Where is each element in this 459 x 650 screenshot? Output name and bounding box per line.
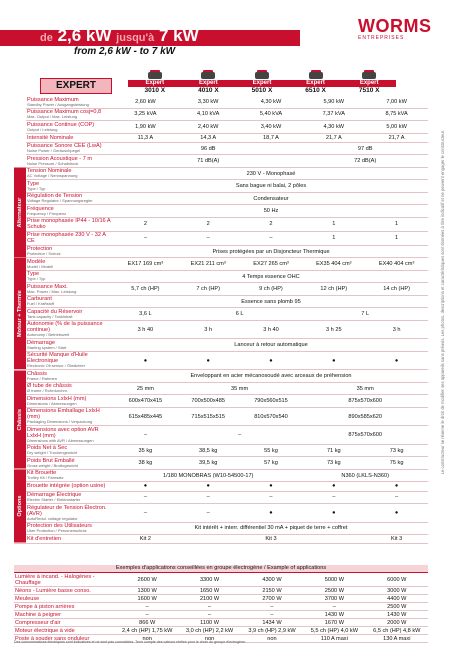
spec-value: 11,3 A xyxy=(114,133,177,142)
application-value: – xyxy=(116,611,178,619)
footnote: Des consommations électriques sont indicatives et ne sont pas cumulables. Tenir compte des valeurs réelles pour le choix du groupe électrogène. xyxy=(14,640,247,644)
spec-value: 5,40 kVA xyxy=(240,108,303,121)
spec-value: 7,37 kVA xyxy=(302,108,365,121)
spec-row xyxy=(14,180,428,193)
generator-icon xyxy=(253,70,271,80)
spec-value: EX40 404 cm³ xyxy=(365,258,428,271)
spec-row xyxy=(14,457,428,470)
spec-value: ● xyxy=(114,482,177,491)
spec-row xyxy=(14,426,428,445)
spec-value: 715x515x515 xyxy=(177,407,240,426)
application-row xyxy=(14,619,428,627)
spec-label: Kit Brouette Trolley Kit / Fahrsatz xyxy=(26,469,114,482)
spec-value: 3,30 kW xyxy=(177,96,240,108)
spec-value: 21,7 A xyxy=(302,133,365,142)
model-band: Expert xyxy=(342,80,396,87)
page-title: de 2,6 kW jusqu'à 7 kW xyxy=(40,26,199,45)
section-label: Options xyxy=(14,469,26,544)
model-band: Expert xyxy=(182,80,236,87)
application-row xyxy=(14,573,428,587)
model-name: 7510 X xyxy=(358,87,380,94)
application-value: 2700 W xyxy=(241,595,303,603)
spec-row xyxy=(14,283,428,296)
model-band: Expert xyxy=(289,80,343,87)
spec-row xyxy=(14,339,428,352)
spec-row xyxy=(14,351,428,370)
applications-title: Exemples d'applications conseillées en groupe électrogène / Example of applications xyxy=(14,565,428,573)
spec-value: 4,30 kW xyxy=(240,96,303,108)
spec-value: 7 ch (HP) xyxy=(177,283,240,296)
spec-row xyxy=(14,320,428,339)
model-column-header xyxy=(235,70,289,92)
spec-value: – xyxy=(177,231,240,245)
spec-label: Type Type / Typ xyxy=(26,270,114,283)
application-value: 4400 W xyxy=(366,595,428,603)
spec-value: 38 kg xyxy=(114,457,177,470)
spec-value: 875x570x600 xyxy=(302,395,428,408)
model-column-header xyxy=(128,70,182,92)
spec-label: Autonomie (% de la puissance continue) Autonomy / Betriebszeit xyxy=(26,320,114,339)
spec-row xyxy=(14,308,428,321)
application-row xyxy=(14,595,428,603)
application-value: 866 W xyxy=(116,619,178,627)
application-value: 3300 W xyxy=(178,573,240,587)
spec-label: Dimensions Emballage LxlxH (mm) Packaging Dimensions / Verpackung xyxy=(26,407,114,426)
spec-value: Lanceur à retour automatique xyxy=(114,339,428,352)
spec-value: Kit 2 xyxy=(114,535,177,544)
spec-value: 2,60 kW xyxy=(114,96,177,108)
spec-row xyxy=(14,231,428,245)
spec-value: 21,7 A xyxy=(365,133,428,142)
spec-value: EX27 265 cm³ xyxy=(240,258,303,271)
spec-value: 6 L xyxy=(177,308,303,321)
spec-value: 71 dB(A) xyxy=(114,155,302,168)
spec-label: Puissance Maximum cosj=0,8 Max. Output / Max. Leistung xyxy=(26,108,114,121)
spec-value: 4,10 kVA xyxy=(177,108,240,121)
application-label: Lumière à incand. - Halogènes - Chauffage xyxy=(14,573,116,587)
spec-row xyxy=(14,133,428,142)
spec-row xyxy=(14,270,428,283)
spec-value: 810x570x540 xyxy=(240,407,303,426)
spec-value: 3 h xyxy=(177,320,240,339)
application-value: – xyxy=(241,603,303,611)
spec-value: 5,7 ch (HP) xyxy=(114,283,177,296)
application-value: 3,0 ch (HP) 2,2 kW xyxy=(178,627,240,635)
spec-value: 1 xyxy=(302,217,365,231)
spec-value: 700x500x485 xyxy=(177,395,240,408)
model-name: 5010 X xyxy=(251,87,273,94)
spec-value: 97 dB xyxy=(302,142,428,155)
model-column-header xyxy=(289,70,343,92)
spec-label: Régulateur de Tension Électron. (AVR) AutoRedul. voltage regulator xyxy=(26,504,114,523)
spec-table xyxy=(14,96,428,544)
application-value: 1100 W xyxy=(178,619,240,627)
spec-value: 3 h 25 xyxy=(302,320,365,339)
spec-row xyxy=(14,217,428,231)
spec-value: Enveloppant en acier mécanosoudé avec arceaux de préhension xyxy=(114,370,428,383)
model-band: Expert xyxy=(235,80,289,87)
spec-value: EX35 404 cm³ xyxy=(302,258,365,271)
spec-value: ● xyxy=(240,482,303,491)
spec-label: Puissance Sonore CEE (LwA) Noise Power / Geräuschpegel xyxy=(26,142,114,155)
spec-value: 1/180 MONOBRAS (W10-54500-17) xyxy=(114,469,302,482)
spec-row xyxy=(14,192,428,205)
spec-label: Ø tube de châssis Ø frame / Rohrdurchm. xyxy=(26,382,114,395)
spec-value: 3,6 L xyxy=(114,308,177,321)
spec-value: 73 kg xyxy=(302,457,365,470)
section-label: Moteur + Thermie xyxy=(14,258,26,370)
spec-row xyxy=(14,482,428,491)
spec-value: ● xyxy=(302,482,365,491)
spec-row xyxy=(14,491,428,504)
application-value: 2500 W xyxy=(366,603,428,611)
spec-label: Protection Protection / Schutz xyxy=(26,245,114,258)
model-column-header xyxy=(182,70,236,92)
spec-value xyxy=(302,535,365,544)
spec-label: Modèle Model / Modell xyxy=(26,258,114,271)
page-subtitle: from 2,6 kW - to 7 kW xyxy=(74,46,176,57)
spec-value: ● xyxy=(177,351,240,370)
spec-row xyxy=(14,258,428,271)
spec-label: Puissance Continue (COP) Output / Leistung xyxy=(26,121,114,134)
spec-value: 72 dB(A) xyxy=(302,155,428,168)
application-row xyxy=(14,603,428,611)
application-row xyxy=(14,627,428,635)
model-name: 4010 X xyxy=(198,87,219,94)
brand-logo xyxy=(358,16,436,42)
spec-row xyxy=(14,382,428,395)
spec-value: 890x585x620 xyxy=(302,407,428,426)
spec-label: Carburant Fuel / Kraftstoff xyxy=(26,295,114,308)
spec-value: 7 L xyxy=(302,308,428,321)
applications-table xyxy=(14,573,428,643)
application-value: 130 A maxi xyxy=(366,635,428,643)
spec-value: ● xyxy=(177,482,240,491)
spec-value: 12 ch (HP) xyxy=(302,283,365,296)
spec-value: – xyxy=(114,231,177,245)
spec-value: 35 mm xyxy=(302,382,428,395)
spec-value: – xyxy=(365,491,428,504)
spec-value: EX17 169 cm³ xyxy=(114,258,177,271)
spec-label: Intensité Nominale xyxy=(26,133,114,142)
spec-label: Régulation de Tension Voltage Regulator / Spannungsregler xyxy=(26,192,114,205)
spec-row xyxy=(14,121,428,134)
spec-value: – xyxy=(240,231,303,245)
spec-value: 25 mm xyxy=(114,382,177,395)
application-value: 1430 W xyxy=(303,611,365,619)
spec-value: – xyxy=(177,504,240,523)
model-column-header xyxy=(342,70,396,92)
spec-row xyxy=(14,444,428,457)
application-value: 1670 W xyxy=(303,619,365,627)
spec-label: Prise monophasée 230 V - 32 A CE xyxy=(26,231,114,245)
spec-value: – xyxy=(302,491,365,504)
spec-value: 3 h 40 xyxy=(240,320,303,339)
application-value: 2,4 ch (HP) 1,75 kW xyxy=(116,627,178,635)
application-value: 1434 W xyxy=(241,619,303,627)
spec-value: 2,40 kW xyxy=(177,121,240,134)
application-value: – xyxy=(116,603,178,611)
application-value: – xyxy=(303,603,365,611)
spec-label: Sécurité Manque d'Huile Électronique Electronic Oil sensor / Ölwächter xyxy=(26,351,114,370)
spec-label: Poids Brut Emballé Gross weight / Bruttogewicht xyxy=(26,457,114,470)
spec-value: Kit intérêt + interr. différentiel 30 mA + piquet de terre + coffret xyxy=(114,522,428,535)
spec-label: Châssis Frame / Rahmen xyxy=(26,370,114,383)
spec-row xyxy=(14,370,428,383)
application-value: 3700 W xyxy=(303,595,365,603)
spec-value: 39,5 kg xyxy=(177,457,240,470)
spec-value: Condensateur xyxy=(114,192,428,205)
generator-icon xyxy=(307,70,325,80)
spec-value: – xyxy=(177,426,303,445)
generator-icon xyxy=(360,70,378,80)
spec-row xyxy=(14,395,428,408)
spec-value: Sans bague ni balai, 2 pôles xyxy=(114,180,428,193)
spec-row xyxy=(14,245,428,258)
spec-value: ● xyxy=(114,351,177,370)
application-row xyxy=(14,587,428,595)
spec-row xyxy=(14,469,428,482)
spec-label: Tension Nominale AC Voltage / Nennspannung xyxy=(26,167,114,180)
application-value: non xyxy=(178,635,240,643)
section-label: Alternateur xyxy=(14,167,26,258)
spec-label: Protection des Utilisateurs User Protection / Personenschutz xyxy=(26,522,114,535)
application-value: 6000 W xyxy=(366,573,428,587)
application-label: Pompe à piston arrières xyxy=(14,603,116,611)
spec-label: Type Type / Typ xyxy=(26,180,114,193)
spec-value: EX21 211 cm³ xyxy=(177,258,240,271)
spec-row xyxy=(14,167,428,180)
application-value: 5000 W xyxy=(303,573,365,587)
spec-value: 18,7 A xyxy=(240,133,303,142)
model-header xyxy=(128,70,396,92)
spec-value: 5,90 kW xyxy=(302,96,365,108)
spec-row xyxy=(14,407,428,426)
spec-value: ● xyxy=(240,504,303,523)
spec-label: Puissance Maximum Standby Power / Ausgangsleistung xyxy=(26,96,114,108)
spec-value: – xyxy=(114,426,177,445)
spec-row xyxy=(14,295,428,308)
spec-label: Dimensions avec option AVR LxlxH (mm) Dimensions with AVR / Abmessungen xyxy=(26,426,114,445)
spec-label: Démarrage Starting system / Start xyxy=(26,339,114,352)
application-value: non xyxy=(116,635,178,643)
application-value: non xyxy=(241,635,303,643)
spec-value: 55 kg xyxy=(240,444,303,457)
spec-value: 75 kg xyxy=(365,457,428,470)
spec-value: N360 (LKLS-N360) xyxy=(302,469,428,482)
spec-value: 4,30 kW xyxy=(302,121,365,134)
spec-row xyxy=(14,205,428,218)
range-tab: EXPERT xyxy=(40,78,112,94)
spec-value: 1 xyxy=(365,231,428,245)
spec-label: Dimensions LxlxH (mm) Dimensions / Abmessungen xyxy=(26,395,114,408)
spec-value: ● xyxy=(365,482,428,491)
spec-value: – xyxy=(177,491,240,504)
spec-value: 14 ch (HP) xyxy=(365,283,428,296)
application-row xyxy=(14,611,428,619)
application-label: Machine à peigner xyxy=(14,611,116,619)
application-label: Compresseur d'air xyxy=(14,619,116,627)
spec-label: Pression Acoustique - 7 m Noise Pressure / Schalldruck xyxy=(26,155,114,168)
spec-value: ● xyxy=(365,504,428,523)
application-label: Néons - Lumière basse conso. xyxy=(14,587,116,595)
application-value: 3000 W xyxy=(366,587,428,595)
application-value: 2150 W xyxy=(241,587,303,595)
section-label: Châssis xyxy=(14,370,26,470)
application-value: 2000 W xyxy=(366,619,428,627)
spec-value: 38,5 kg xyxy=(177,444,240,457)
application-value: 2500 W xyxy=(303,587,365,595)
spec-row xyxy=(14,108,428,121)
spec-value: 3 h 40 xyxy=(114,320,177,339)
spec-label: Puissance Maxi. Max. Power / Max. Leistung xyxy=(26,283,114,296)
model-band: Expert xyxy=(128,80,182,87)
spec-value: – xyxy=(114,504,177,523)
spec-row xyxy=(14,522,428,535)
page-header xyxy=(0,0,459,60)
spec-row xyxy=(14,142,428,155)
generator-icon xyxy=(199,70,217,80)
spec-value: 73 kg xyxy=(365,444,428,457)
application-value: 3,9 ch (HP) 2,9 kW xyxy=(241,627,303,635)
spec-label: Démarrage Électrique Electric Starter / Elektrostarter xyxy=(26,491,114,504)
spec-label: Fréquence Frequency / Frequenz xyxy=(26,205,114,218)
spec-value: 3,25 kVA xyxy=(114,108,177,121)
spec-value: 2 xyxy=(177,217,240,231)
application-value: – xyxy=(178,603,240,611)
application-value: 6,5 ch (HP) 4,8 kW xyxy=(366,627,428,635)
spec-value: 71 kg xyxy=(302,444,365,457)
spec-row xyxy=(14,535,428,544)
application-label: Moteur électrique à vide xyxy=(14,627,116,635)
brand-name: WORMS xyxy=(358,16,432,36)
application-value: 2100 W xyxy=(178,595,240,603)
spec-value: 3,40 kW xyxy=(240,121,303,134)
spec-value: ● xyxy=(302,504,365,523)
spec-label: Kit d'entretien xyxy=(26,535,114,544)
spec-value: 7,00 kW xyxy=(365,96,428,108)
spec-value: 14,3 A xyxy=(177,133,240,142)
spec-value: 3 h xyxy=(365,320,428,339)
spec-value: 35 kg xyxy=(114,444,177,457)
spec-value: 1 xyxy=(365,217,428,231)
application-value: 4300 W xyxy=(241,573,303,587)
spec-value: 96 dB xyxy=(114,142,302,155)
spec-value: ● xyxy=(240,351,303,370)
spec-value: 9 ch (HP) xyxy=(240,283,303,296)
spec-value: 57 kg xyxy=(240,457,303,470)
model-name: 6510 X xyxy=(305,87,326,94)
application-value: 1600 W xyxy=(116,595,178,603)
spec-row xyxy=(14,504,428,523)
spec-value: 5,00 kW xyxy=(365,121,428,134)
spec-value: 615x485x445 xyxy=(114,407,177,426)
spec-label: Poids Net à Sec Dry weight / Trockengewicht xyxy=(26,444,114,457)
spec-value xyxy=(177,535,240,544)
spec-label: Capacité du Réservoir Tank capacity / Tankinhalt xyxy=(26,308,114,321)
spec-value: Essence sans plomb 95 xyxy=(114,295,428,308)
spec-value: 2 xyxy=(240,217,303,231)
spec-value: Kit 3 xyxy=(365,535,428,544)
spec-value: 230 V - Monophasé xyxy=(114,167,428,180)
application-label: Meuleuse xyxy=(14,595,116,603)
spec-value: 35 mm xyxy=(177,382,303,395)
spec-label: Brouette intégrée (option usine) xyxy=(26,482,114,491)
application-value: 110 A maxi xyxy=(303,635,365,643)
spec-value: 8,75 kVA xyxy=(365,108,428,121)
spec-value: 2 xyxy=(114,217,177,231)
application-value: 5,5 ch (HP) 4,0 kW xyxy=(303,627,365,635)
spec-value: 790x560x515 xyxy=(240,395,303,408)
spec-value: – xyxy=(114,491,177,504)
application-value: – xyxy=(178,611,240,619)
application-label: Poste à souder sans onduleur xyxy=(14,635,116,643)
application-value: 1430 W xyxy=(366,611,428,619)
spec-value: 600x470x415 xyxy=(114,395,177,408)
legal-side-note: Le constructeur se réserve le droit de modifier ses appareils sans préavis. Les photos, descriptions et caractéristiques sont données à titre indicatif et ne peuvent engager le constructeur. xyxy=(440,130,445,475)
spec-value: 4 Temps essence OHC xyxy=(114,270,428,283)
spec-value: ● xyxy=(365,351,428,370)
application-value: 2600 W xyxy=(116,573,178,587)
spec-value: Kit 3 xyxy=(240,535,303,544)
spec-label: Prise monophasée IP44 - 10/16 A Schuko xyxy=(26,217,114,231)
spec-value: ● xyxy=(302,351,365,370)
application-value: 1300 W xyxy=(116,587,178,595)
applications-section xyxy=(14,565,428,643)
application-value: 1650 W xyxy=(178,587,240,595)
spec-value: – xyxy=(240,491,303,504)
spec-value: Prises protégées par un Disjoncteur Thermique xyxy=(114,245,428,258)
spec-value: 50 Hz xyxy=(114,205,428,218)
spec-value: 1 xyxy=(302,231,365,245)
spec-row xyxy=(14,155,428,168)
spec-value: 1,90 kW xyxy=(114,121,177,134)
generator-icon xyxy=(146,70,164,80)
application-value: – xyxy=(241,611,303,619)
brand-tagline: ENTREPRISES xyxy=(358,35,405,41)
spec-row xyxy=(14,96,428,108)
model-name: 3010 X xyxy=(144,87,166,94)
spec-value: 875x570x600 xyxy=(302,426,428,445)
